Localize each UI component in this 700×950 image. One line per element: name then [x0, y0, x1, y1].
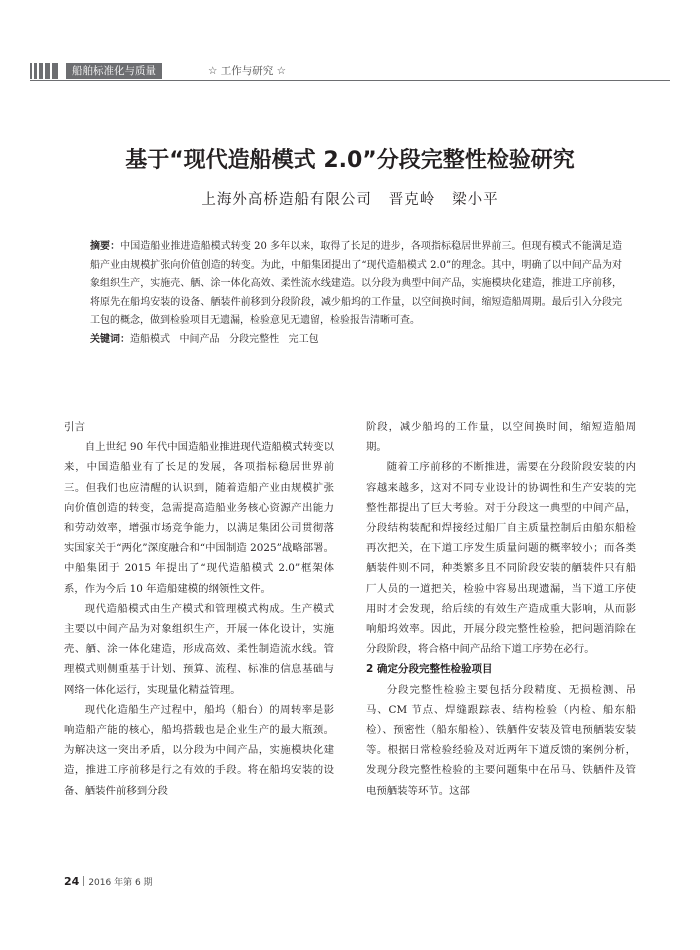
section-heading: 2 确定分段完整性检验项目: [366, 663, 493, 676]
body-paragraph: 现代造船模式由生产模式和管理模式构成。生产模式主要以中间产品为对象组织生产，开展一体化设计，实施壳、舾、涂一体化建造，形成高效、柔性制造流水线。管理模式则侧重基于计划、预算、流程、标准的信息基础与网络一体化运行，实现量化精益管理。: [64, 602, 334, 696]
abstract-label: 摘要：: [90, 241, 121, 252]
body-paragraph: 随着工序前移的不断推进，需要在分段阶段安装的内容越来越多，这对不同专业设计的协调性和生产安装的完整性都提出了巨大考验。对于分段这一典型的中间产品，分段结构装配和焊接经过船厂自主质量控制后由船东船检再次把关，在下道工序发生质量问题的概率较小；而各类舾装件则不同，种类繁多且不同阶段安装的舾装件只有船厂人员的一道把关，检验中容易出现遗漏，当下道工序使用时才会发现，给后续的有效生产造成重大影响，从而影响船坞效率。因此，开展分段完整性检验，把问题消除在分段阶段，将合格中间产品给下道工序势在必行。: [366, 461, 636, 656]
running-header: [30, 62, 670, 80]
issue-label: 2016 年第 6 期: [88, 878, 153, 888]
keywords-label: 关键词：: [90, 333, 130, 345]
keywords-list: 造船模式 中间产品 分段完整性 完工包: [130, 333, 319, 345]
article-byline: 上海外高桥造船有限公司 晋克岭 梁小平: [201, 192, 499, 208]
abstract-block: [90, 238, 622, 349]
journal-name: 船舶标准化与质量: [66, 63, 162, 79]
body-paragraph: 自上世纪 90 年代中国造船业推进现代造船模式转变以来，中国造船业有了长足的发展，各项指标稳居世界前三。但我们也应清醒的认识到，随着造船产业由规模扩张向价值创造的转变，急需提高造船业务核心资源产出能力和劳动效率，增强市场竞争能力，以满足集团公司贯彻落实国家关于“两化”深度融合和“中国制造 2025”战略部署。中船集团于 2015 年提出了“现代造船模式 2.0”框架体系，作为今后 10 年造船建模的纲领性文件。: [64, 441, 334, 595]
abstract-body: 中国造船业推进造船模式转变 20 多年以来，取得了长足的进步，各项指标稳居世界前三。但现有模式不能满足造船产业由规模扩张向价值创造的转变。为此，中船集团提出了“现代造船模式 2.0”的理念。其中，明确了以中间产品为对象组织生产，实施壳、舾、涂一体化高效、柔性流水线建造。以分段为典型中间产品，实施模块化建造，推进工序前移，将原先在船坞安装的设备、舾装件前移到分段阶段，减少船坞的工作量，以空间换时间，缩短造船周期。最后引入分段完工包的概念，做到检验项目无遗漏，检验意见无遗留，检验报告清晰可查。: [90, 241, 622, 326]
footer-separator: [83, 876, 84, 886]
article-title: 基于“现代造船模式 2.0”分段完整性检验研究: [125, 148, 575, 173]
page-footer: [64, 875, 153, 888]
abstract-text: [90, 238, 622, 331]
keywords-line: [90, 331, 622, 350]
page-number: 24: [64, 875, 80, 888]
body-paragraph: 现代化造船生产过程中，船坞（船台）的周转率是影响造船产能的核心，船坞搭载也是企业生产的最大瓶颈。为解决这一突出矛盾，以分段为中间产品，实施模块化建造，推进工序前移是行之有效的手段。将在船坞安装的设备、舾装件前移到分段: [64, 703, 334, 797]
section-heading: 引言: [64, 421, 85, 433]
header-rule: [30, 80, 670, 81]
body-column-left: [64, 417, 334, 801]
header-bars: [30, 63, 60, 79]
body-paragraph: 分段完整性检验主要包括分段精度、无损检测、吊马、CM 节点、焊缝跟踪表、结构检验（内检、船东船检）、预密性（船东船检）、铁舾件安装及管电预舾装安装等。根据日常检验经验及对近两年下道反馈的案例分析，发现分段完整性检验的主要问题集中在吊马、铁舾件及管电预舾装等环节。这部: [366, 683, 636, 797]
body-column-right: [366, 417, 636, 801]
section-label: ☆ 工作与研究 ☆: [208, 65, 287, 77]
body-paragraph: 阶段，减少船坞的工作量，以空间换时间，缩短造船周期。: [366, 421, 636, 454]
